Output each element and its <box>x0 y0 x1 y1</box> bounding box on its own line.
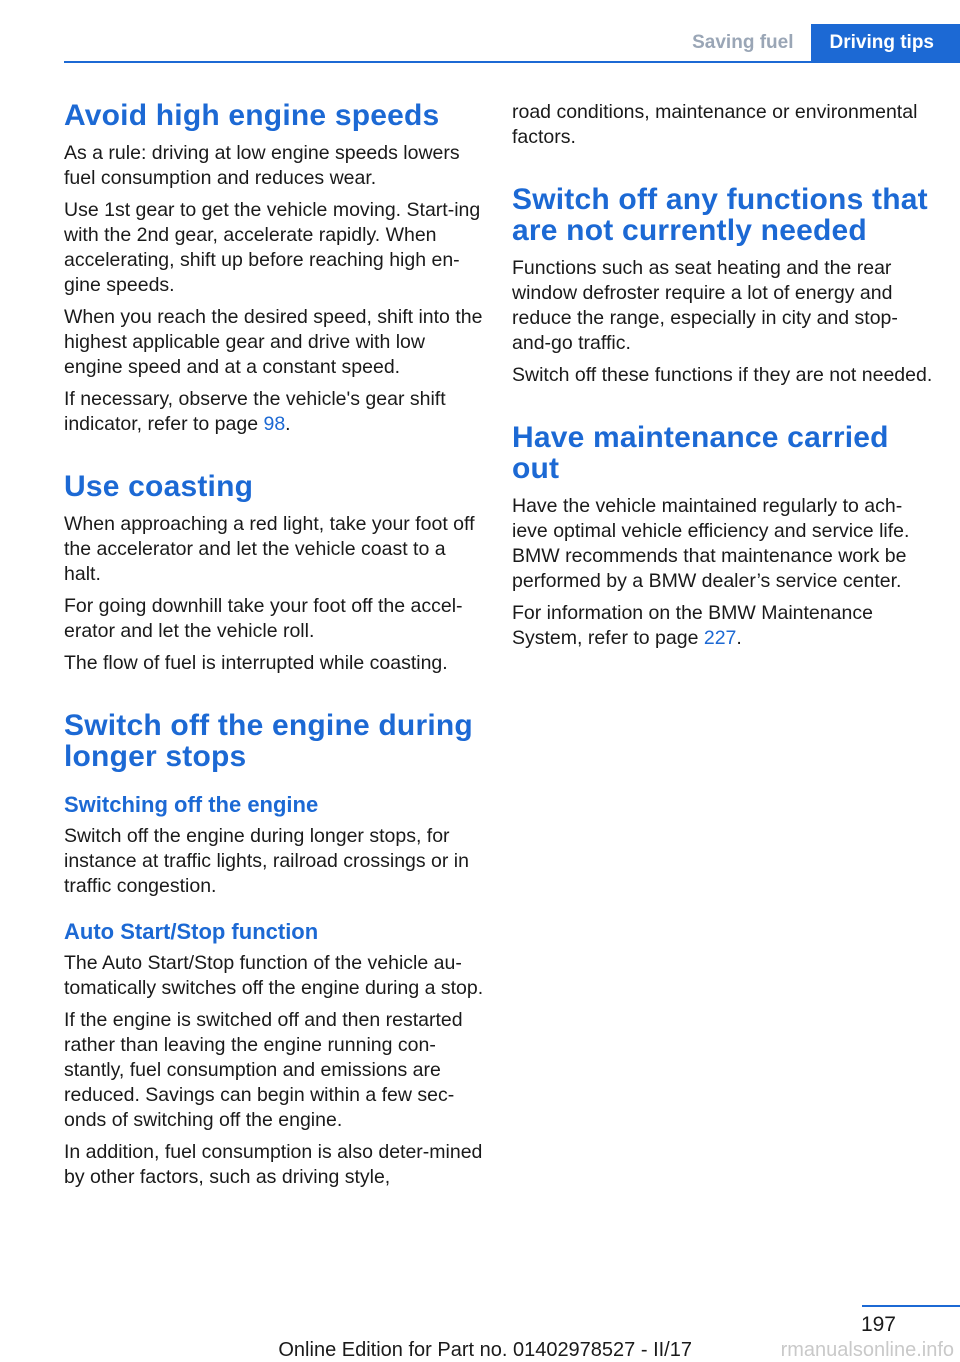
heading-switch-off-engine: Switch off the engine during longer stops <box>64 709 473 773</box>
edition-label: Online Edition for Part no. 01402978527 - II/17 <box>278 1339 692 1361</box>
paragraph: In addition, fuel consumption is also deter‐mined by other factors, such as driving style, <box>64 1141 483 1188</box>
paragraph: If the engine is switched off and then restarted rather than leaving the engine running con‐stantly, fuel consumption and emissions are reduced. Savings can begin within a few sec‐onds of switching off the engine. <box>64 1009 463 1131</box>
paragraph: The Auto Start/Stop function of the vehicle au‐tomatically switches off the engine during a stop. <box>64 952 484 999</box>
paragraph-text: . <box>285 413 291 435</box>
paragraph: Switch off these functions if they are not needed. <box>512 364 933 386</box>
paragraph: As a rule: driving at low engine speeds lowers fuel consumption and reduces wear. <box>64 142 460 189</box>
footer-divider <box>862 1305 960 1307</box>
tab-saving-fuel[interactable]: Saving fuel <box>674 24 811 62</box>
heading-avoid-high-engine-speeds: Avoid high engine speeds <box>64 99 440 132</box>
header-tabs <box>674 24 960 62</box>
subheading-switching-off-engine: Switching off the engine <box>64 792 319 817</box>
left-column <box>64 100 484 1197</box>
subheading-auto-start-stop: Auto Start/Stop function <box>64 919 319 944</box>
page-link-98[interactable]: 98 <box>263 413 286 435</box>
paragraph-gear-shift <box>64 387 484 437</box>
paragraph: When approaching a red light, take your foot off the accelerator and let the vehicle coast to a halt. <box>64 513 475 585</box>
page-number: 197 <box>860 1313 896 1336</box>
tab-driving-tips[interactable]: Driving tips <box>811 24 960 62</box>
paragraph: For going downhill take your foot off the accel‐erator and let the vehicle roll. <box>64 595 463 642</box>
right-column <box>512 100 936 658</box>
heading-maintenance: Have maintenance carried out <box>512 421 889 485</box>
heading-use-coasting: Use coasting <box>64 470 254 503</box>
paragraph: Have the vehicle maintained regularly to ach‐ieve optimal vehicle efficiency and service life. BMW recommends that maintenance work be performed by a BMW dealer’s service center. <box>512 495 910 592</box>
header-divider <box>64 61 960 63</box>
paragraph-text: If necessary, observe the vehicle's gear shift indicator, refer to page <box>64 388 446 435</box>
paragraph: When you reach the desired speed, shift into the highest applicable gear and drive with low engine speed and at a constant speed. <box>64 306 483 378</box>
watermark: rmanualsonline.info <box>780 1339 954 1361</box>
paragraph-maintenance-system <box>512 601 936 651</box>
paragraph: Switch off the engine during longer stops, for instance at traffic lights, railroad crossings or in traffic congestion. <box>64 825 469 897</box>
paragraph: Use 1st gear to get the vehicle moving. Start‐ing with the 2nd gear, accelerate rapidly. When accelerating, shift up before reaching high en‐gine speeds. <box>64 199 481 296</box>
heading-switch-off-functions: Switch off any functions that are not currently needed <box>512 183 928 247</box>
paragraph: Functions such as seat heating and the rear window defroster require a lot of energy and reduce the range, especially in city and stop-and-go traffic. <box>512 257 898 354</box>
paragraph-continued: road conditions, maintenance or environmental factors. <box>512 101 918 148</box>
paragraph-text: For information on the BMW Maintenance System, refer to page <box>512 602 873 649</box>
paragraph-text: . <box>736 627 742 649</box>
paragraph: The flow of fuel is interrupted while coasting. <box>64 652 448 674</box>
page-link-227[interactable]: 227 <box>703 627 737 649</box>
